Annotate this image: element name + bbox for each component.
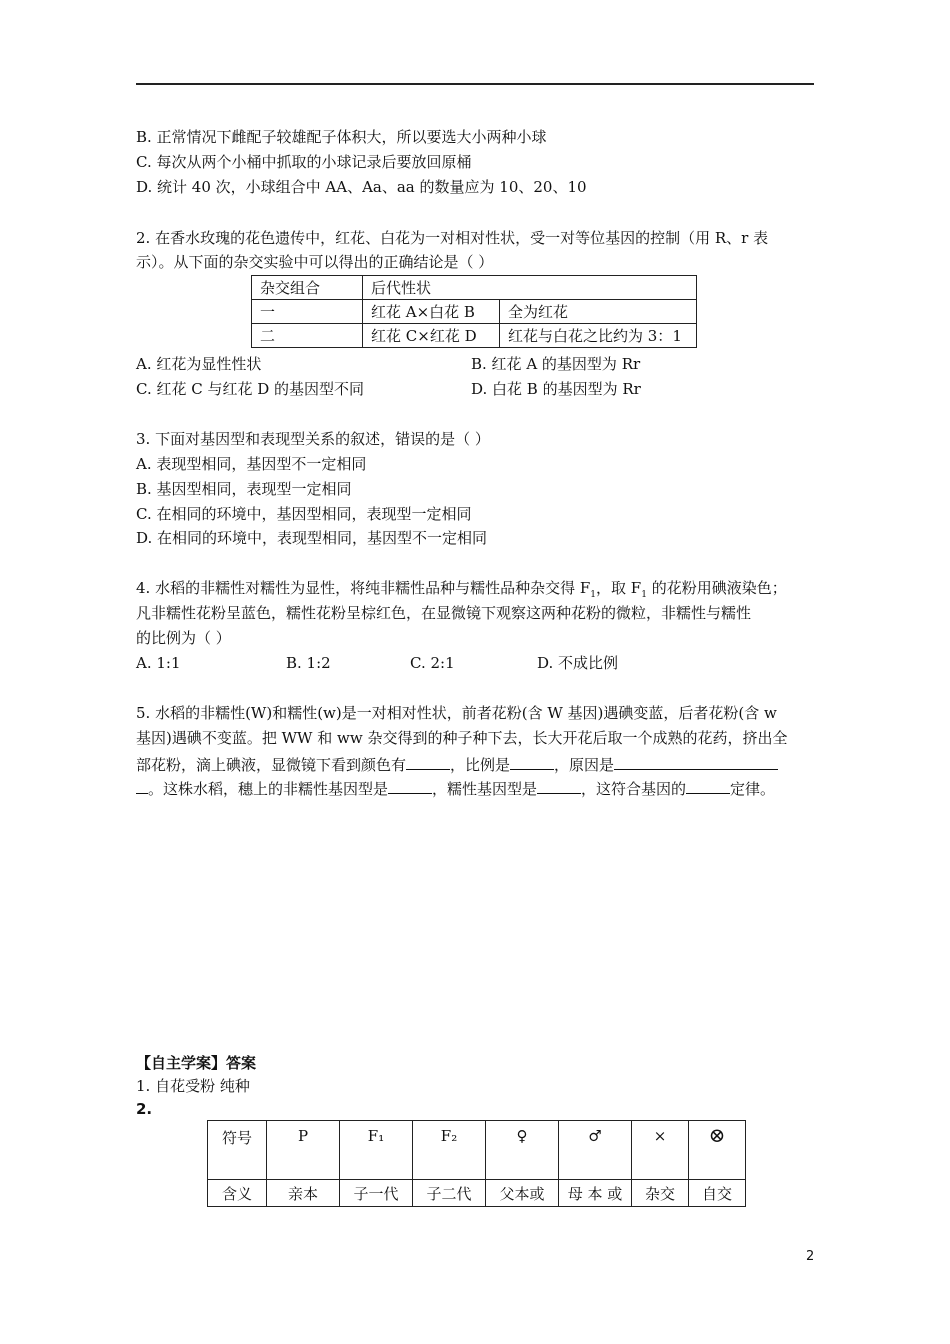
q4-option-a: A. 1:1 <box>136 654 181 672</box>
table-cell: 符号 <box>208 1121 267 1180</box>
q5-stem-line3 <box>136 753 778 775</box>
page-number: 2 <box>806 1249 815 1264</box>
q3-option-d: D. 在相同的环境中，表现型相同，基因型不一定相同 <box>136 529 488 547</box>
q5-text: ，这符合基因的 <box>581 780 687 798</box>
q4-text-c: 的花粉用碘液染色； <box>646 579 787 597</box>
answer-blank[interactable] <box>136 777 148 794</box>
q4-stem-line3: 的比例为（ ） <box>136 629 231 647</box>
q1-option-d: D. 统计 40 次，小球组合中 AA、Aa、aa 的数量应为 10、20、10 <box>136 178 587 196</box>
table-cell: 母 本 或 <box>559 1180 632 1207</box>
table-cell: F₁ <box>340 1121 413 1180</box>
table-row <box>252 300 697 324</box>
table-cell: 子二代 <box>413 1180 486 1207</box>
table-cell: × <box>632 1121 689 1180</box>
answer-blank[interactable] <box>686 777 730 794</box>
symbols-table <box>207 1120 746 1207</box>
table-cell: ♀ <box>486 1121 559 1180</box>
table-cell: 一 <box>252 300 363 324</box>
table-row <box>208 1180 746 1207</box>
q5-text: 部花粉，滴上碘液，显微镜下看到颜色有 <box>136 756 407 774</box>
table-cell: 红花 A×白花 B <box>363 300 500 324</box>
answer-blank[interactable] <box>388 777 432 794</box>
q5-text: ，原因是 <box>554 756 615 774</box>
q5-stem-line2: 基因)遇碘不变蓝。把 WW 和 ww 杂交得到的种子种下去，长大开花后取一个成熟的花药，挤出全 <box>136 729 788 747</box>
q5-text: 定律。 <box>730 780 776 798</box>
q4-option-c: C. 2:1 <box>410 654 455 672</box>
q4-option-b: B. 1:2 <box>286 654 331 672</box>
q4-text-a: 4. 水稻的非糯性对糯性为显性，将纯非糯性品种与糯性品种杂交得 F <box>136 579 591 597</box>
table-cell: 亲本 <box>267 1180 340 1207</box>
table-header-offspring: 后代性状 <box>363 276 697 300</box>
q3-option-c: C. 在相同的环境中，基因型相同，表现型一定相同 <box>136 505 472 523</box>
q3-stem: 3. 下面对基因型和表现型关系的叙述，错误的是（ ） <box>136 430 490 448</box>
table-cell: ♂ <box>559 1121 632 1180</box>
q5-text: ，糯性基因型是 <box>432 780 538 798</box>
self-cross-icon: ⊗ <box>689 1121 746 1180</box>
table-cell: 红花与白花之比约为 3：1 <box>500 324 697 348</box>
q4-text-b: ，取 F <box>596 579 642 597</box>
q3-option-a: A. 表现型相同，基因型不一定相同 <box>136 455 367 473</box>
table-cell: 杂交 <box>632 1180 689 1207</box>
table-cell: 全为红花 <box>500 300 697 324</box>
q1-option-c: C. 每次从两个小桶中抓取的小球记录后要放回原桶 <box>136 153 472 171</box>
table-cell: 含义 <box>208 1180 267 1207</box>
q5-stem-line4 <box>136 777 775 799</box>
table-row <box>252 324 697 348</box>
answers-item-2: 2. <box>136 1100 153 1118</box>
q5-text: 。这株水稻，穗上的非糯性基因型是 <box>148 780 389 798</box>
q2-option-a: A. 红花为显性性状 <box>136 355 262 373</box>
table-cell: 红花 C×红花 D <box>363 324 500 348</box>
answer-blank[interactable] <box>406 753 450 770</box>
table-cell: F₂ <box>413 1121 486 1180</box>
q5-stem-line1: 5. 水稻的非糯性(W)和糯性(w)是一对相对性状，前者花粉(含 W 基因)遇碘变蓝，后者花粉(含 w <box>136 704 777 722</box>
q4-stem-line2: 凡非糯性花粉呈蓝色，糯性花粉呈棕红色，在显微镜下观察这两种花粉的微粒，非糯性与糯性 <box>136 604 752 622</box>
q2-option-d: D. 白花 B 的基因型为 Rr <box>471 380 641 398</box>
q4-option-d: D. 不成比例 <box>537 654 619 672</box>
q2-option-c: C. 红花 C 与红花 D 的基因型不同 <box>136 380 365 398</box>
q2-stem-line2: 示）。从下面的杂交实验中可以得出的正确结论是（ ） <box>136 253 494 271</box>
table-cell: 二 <box>252 324 363 348</box>
q2-option-b: B. 红花 A 的基因型为 Rr <box>471 355 641 373</box>
answers-title: 【自主学案】答案 <box>136 1054 257 1072</box>
answer-blank[interactable] <box>537 777 581 794</box>
q2-cross-table <box>251 275 697 348</box>
table-cell: P <box>267 1121 340 1180</box>
table-header-cross: 杂交组合 <box>252 276 363 300</box>
answer-blank[interactable] <box>510 753 554 770</box>
answers-item-1: 1. 自花受粉 纯种 <box>136 1077 250 1095</box>
q3-option-b: B. 基因型相同，表现型一定相同 <box>136 480 352 498</box>
q2-stem-line1: 2. 在香水玫瑰的花色遗传中，红花、白花为一对相对性状，受一对等位基因的控制（用 R、r 表 <box>136 229 769 247</box>
table-cell: 父本或 <box>486 1180 559 1207</box>
table-cell: 自交 <box>689 1180 746 1207</box>
answer-blank[interactable] <box>614 753 778 770</box>
q4-stem-line1 <box>136 578 787 605</box>
subscript: 1 <box>590 590 596 600</box>
table-cell: 子一代 <box>340 1180 413 1207</box>
q1-option-b: B. 正常情况下雌配子较雄配子体积大，所以要选大小两种小球 <box>136 128 547 146</box>
q5-text: ，比例是 <box>450 756 511 774</box>
subscript: 1 <box>641 590 647 600</box>
table-row <box>208 1121 746 1180</box>
header-rule <box>136 83 814 85</box>
